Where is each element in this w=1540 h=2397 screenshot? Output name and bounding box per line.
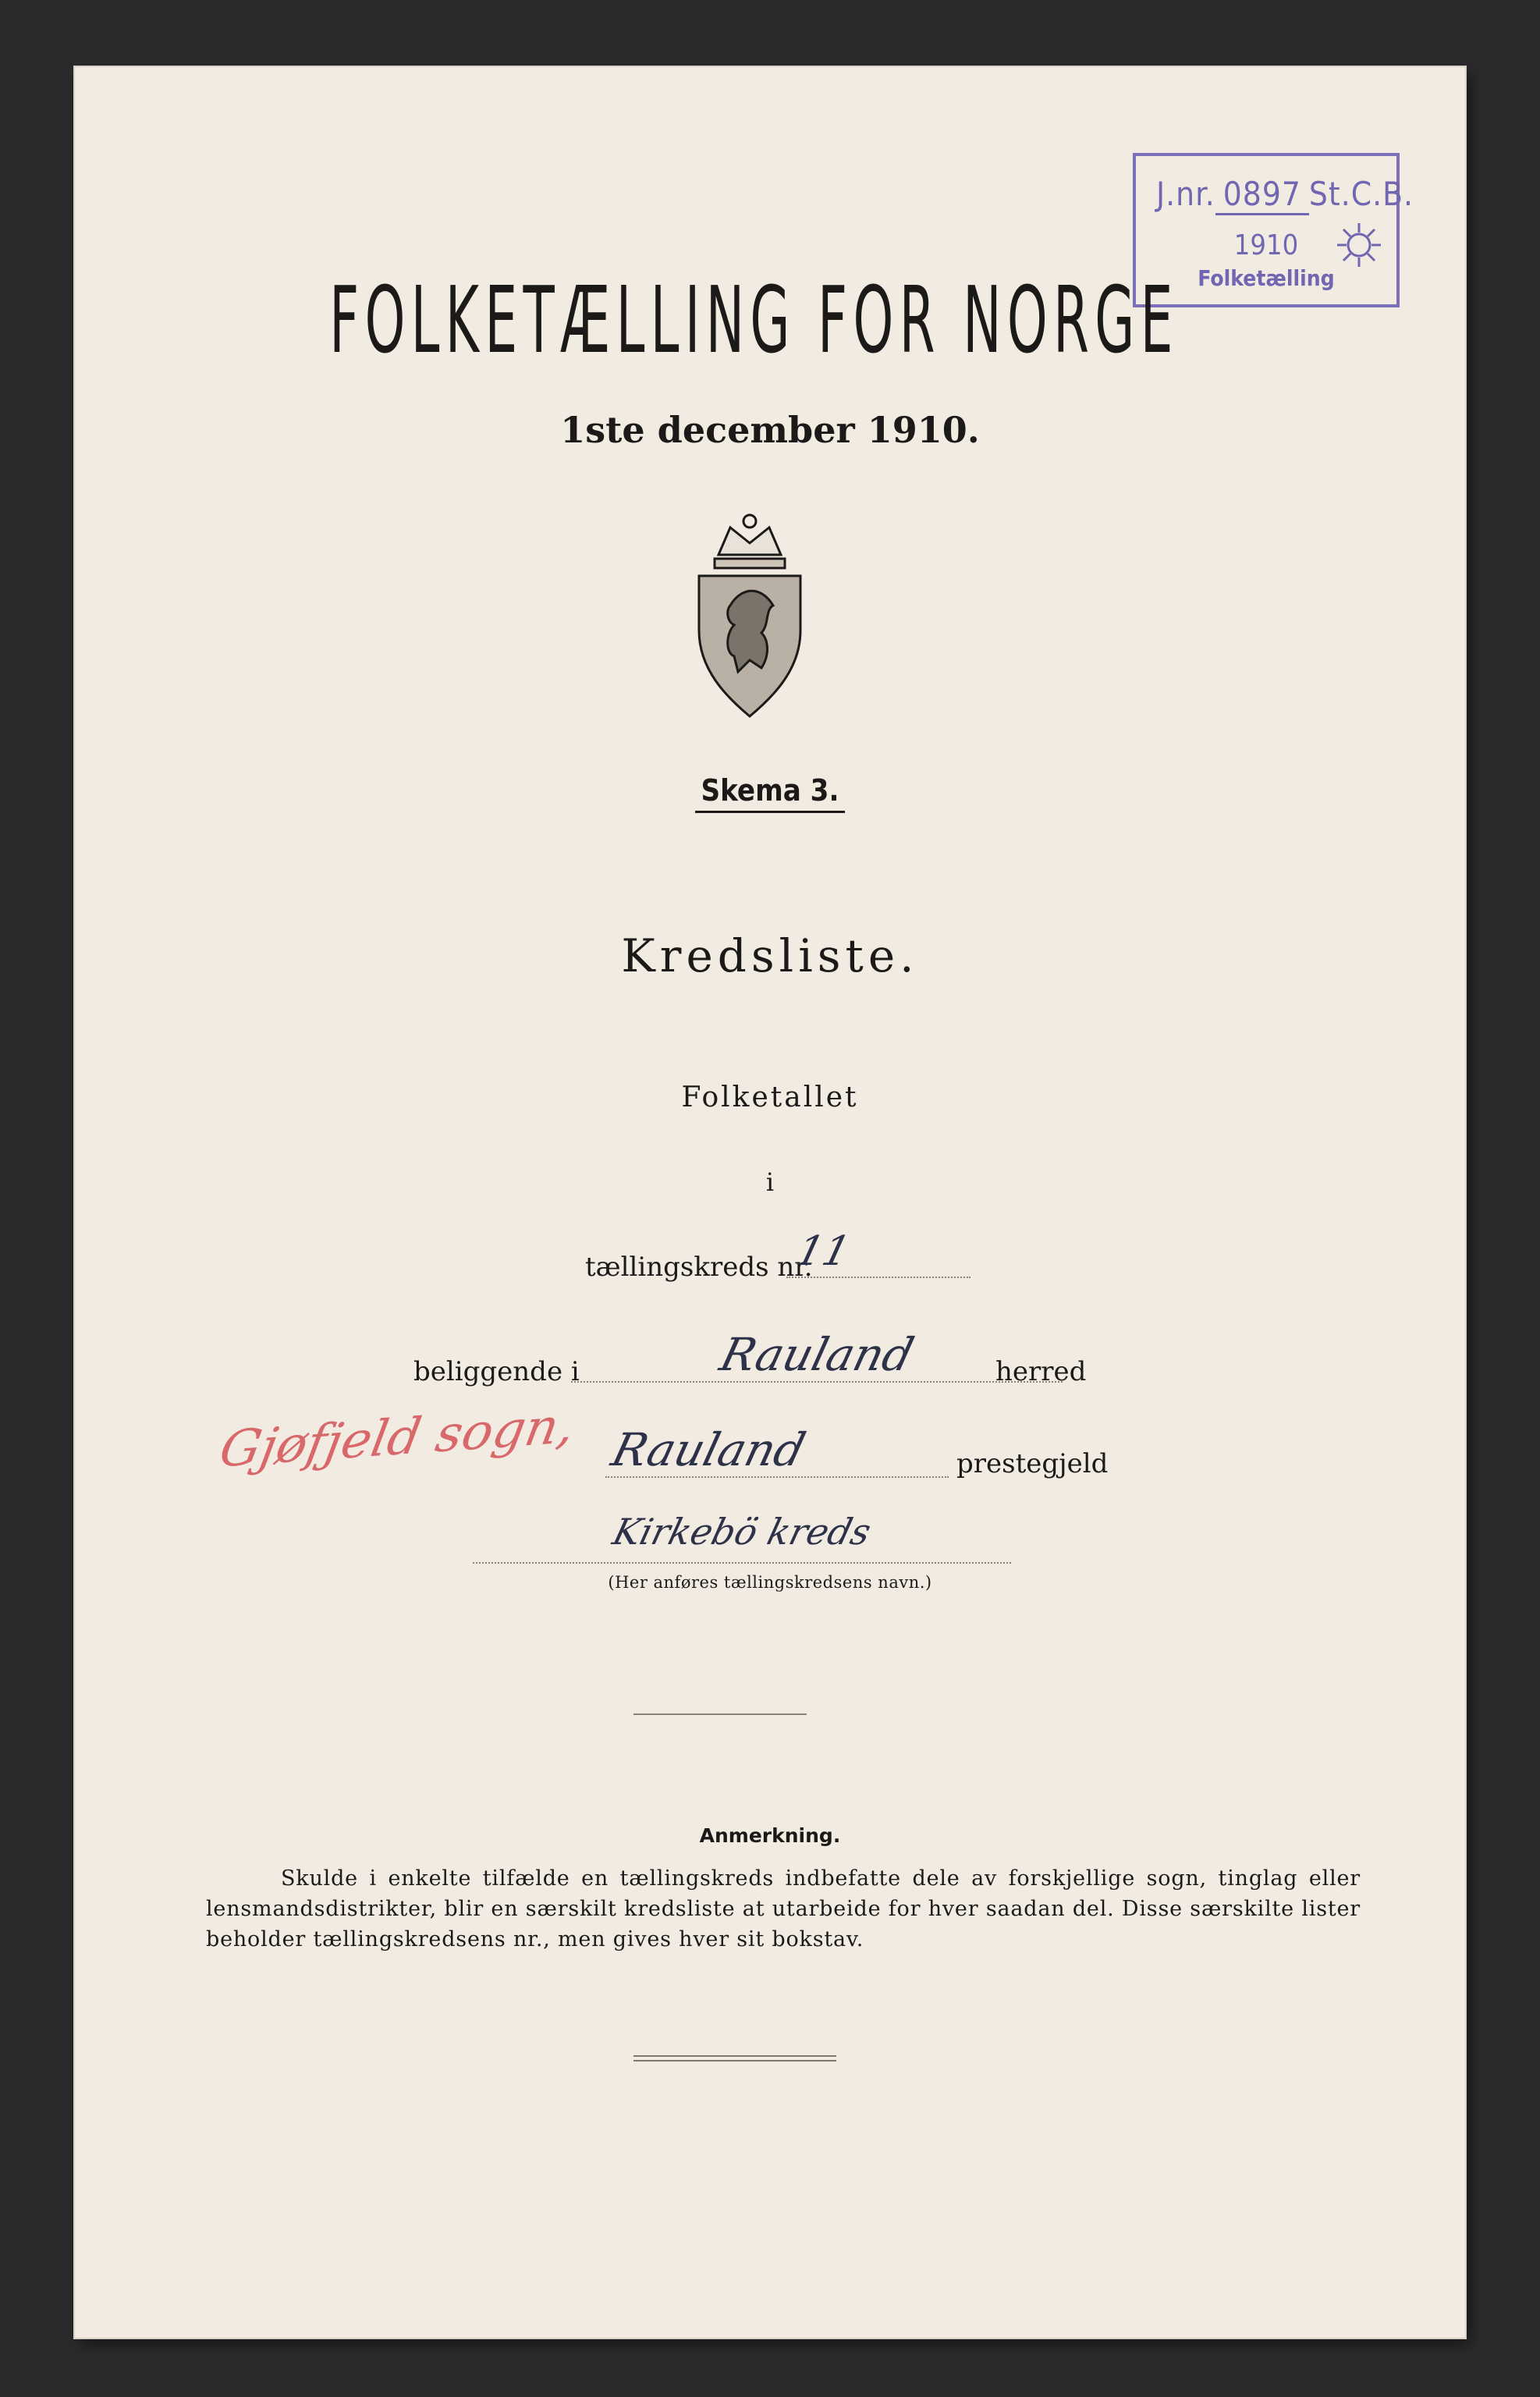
district-label: tællingskreds nr. xyxy=(585,1252,813,1283)
preposition-i: i xyxy=(765,1167,775,1197)
district-number-value: 11 xyxy=(791,1228,855,1275)
schema-label xyxy=(75,773,1465,813)
herred-row-prefix xyxy=(413,1356,580,1387)
census-date: 1ste december 1910. xyxy=(560,409,980,451)
note-text: Skulde i enkelte tilfælde en tællingskreds indbefatte dele av forskjellige sogn, tinglag eller lensmandsdistrikter, blir en særskilt kredsliste at utarbeide for hver saadan del. Disse særskilte lister beholder tællingskredsens nr., men gives hver sit bokstav. xyxy=(206,1866,1361,1951)
stamp-jnr-prefix: J.nr. xyxy=(1156,175,1215,213)
kreds-name-field xyxy=(473,1511,1011,1564)
kreds-name-value: Kirkebö kreds xyxy=(609,1511,875,1553)
document-title: FOLKETÆLLING FOR NORGE xyxy=(329,266,1179,374)
stamp-year: 1910 xyxy=(1233,229,1299,261)
census-form-page xyxy=(75,67,1465,2338)
district-number-field xyxy=(786,1228,970,1278)
kreds-name-caption: (Her anføres tællingskredsens navn.) xyxy=(608,1573,932,1592)
herred-prefix: beliggende i xyxy=(413,1356,580,1387)
folketallet-label: Folketallet xyxy=(681,1081,859,1113)
red-ink-note: Gjøfjeld sogn, xyxy=(215,1397,580,1479)
stamp-jnr-suffix: St.C.B. xyxy=(1308,175,1414,213)
note-title: Anmerkning. xyxy=(699,1824,841,1847)
prestegjeld-field xyxy=(605,1423,949,1478)
stamp-label: Folketælling xyxy=(1198,265,1335,291)
prestegjeld-value: Rauland xyxy=(606,1423,811,1476)
divider-short xyxy=(633,1713,807,1715)
herred-field xyxy=(571,1328,1063,1383)
herred-suffix: herred xyxy=(995,1356,1087,1387)
stamp-jnr-number: 0897 xyxy=(1215,175,1309,215)
prestegjeld-suffix: prestegjeld xyxy=(956,1448,1109,1479)
district-number-row xyxy=(585,1252,813,1283)
red-ink-annotation xyxy=(215,1397,629,1479)
schema-text: Skema 3. xyxy=(695,773,846,813)
herred-row-suffix xyxy=(995,1356,1086,1387)
prestegjeld-row-suffix xyxy=(956,1448,1108,1479)
coat-of-arms-icon xyxy=(683,512,816,719)
divider-double xyxy=(633,2055,836,2061)
seal-icon xyxy=(1334,220,1384,270)
herred-value: Rauland xyxy=(715,1328,919,1381)
stamp-journal-number xyxy=(1156,175,1414,213)
form-heading: Kredsliste. xyxy=(621,929,919,982)
